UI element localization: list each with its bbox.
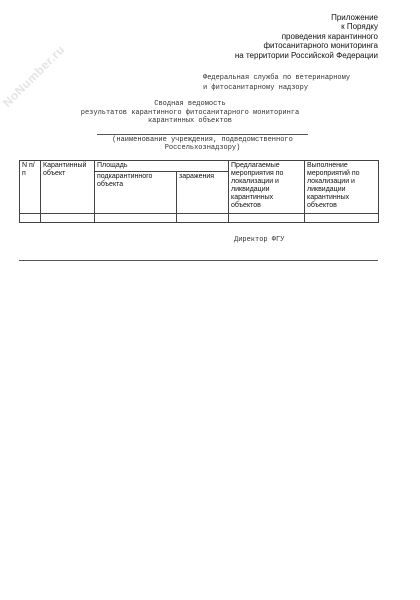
table-cell — [41, 214, 95, 223]
caption-line: (наименование учреждения, подведомственного — [112, 136, 293, 144]
appendix-line: проведения карантинного — [281, 31, 378, 41]
header-area-quarantine-object: подкарантинного объекта — [95, 172, 177, 214]
table-cell — [229, 214, 305, 223]
watermark-text: NoNumber.ru — [0, 42, 68, 110]
service-line: и фитосанитарному надзору — [203, 83, 309, 92]
document-title — [60, 100, 320, 126]
service-name — [203, 74, 350, 93]
header-area-infestation: заражения — [177, 172, 229, 214]
bottom-rule — [19, 260, 378, 261]
title-line: карантинных объектов — [147, 117, 232, 126]
table-cell — [95, 214, 177, 223]
caption-line: Россельхознадзору) — [164, 144, 241, 153]
appendix-line: Приложение — [331, 13, 378, 22]
table-cell — [20, 214, 41, 223]
appendix-line: к Порядку — [341, 22, 378, 32]
header-proposed-measures: Предлагаемые мероприятия по локализации и ликвидации карантинных объектов — [229, 161, 305, 214]
table-row — [20, 214, 379, 223]
header-quarantine-object: Карантинный объект — [41, 161, 95, 214]
header-measures-execution: Выполнение мероприятий по локализации и ликвидации карантинных объектов — [305, 161, 379, 214]
appendix-block — [235, 13, 378, 60]
header-area: Площадь — [95, 161, 229, 172]
institution-underline — [97, 134, 308, 135]
director-signature-label: Директор ФГУ — [234, 236, 285, 244]
institution-caption — [70, 136, 335, 153]
header-number: N п/п — [20, 161, 41, 214]
table-cell — [177, 214, 229, 223]
appendix-line: фитосанитарного мониторинга — [263, 41, 378, 51]
table-header-row — [20, 161, 379, 172]
table-cell — [305, 214, 379, 223]
service-line: Федеральная служба по ветеринарному — [203, 74, 351, 82]
title-line: результатов карантинного фитосанитарного мониторинга — [80, 108, 300, 117]
title-line: Сводная ведомость — [154, 100, 226, 108]
appendix-line: на территории Российской Федерации — [234, 50, 378, 60]
results-table — [19, 160, 379, 223]
